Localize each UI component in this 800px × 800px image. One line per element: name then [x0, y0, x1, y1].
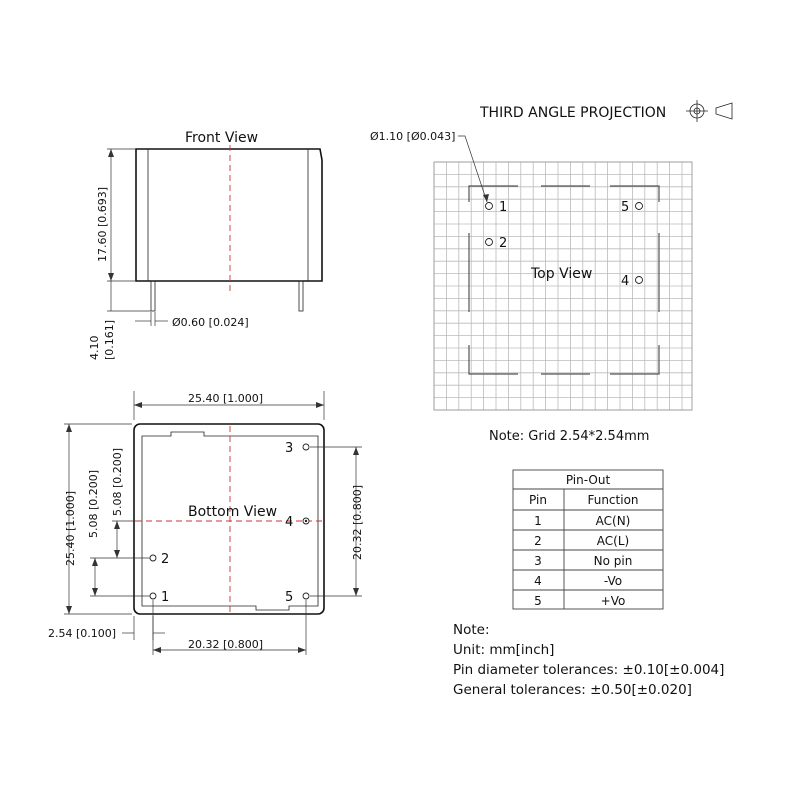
front-view-body	[136, 149, 322, 281]
front-view-pin-left	[151, 281, 155, 311]
svg-text:2: 2	[499, 236, 508, 251]
projection-label: THIRD ANGLE PROJECTION	[480, 105, 667, 121]
svg-text:4: 4	[534, 574, 542, 588]
svg-text:1: 1	[161, 590, 170, 605]
pinout-title: Pin-Out	[565, 473, 611, 487]
bottom-view-height-dim: 25.40 [1.000]	[64, 490, 77, 566]
svg-text:AC(N): AC(N)	[595, 514, 631, 528]
bottom-view-pin-5	[285, 590, 309, 605]
svg-text:2: 2	[534, 534, 542, 548]
front-view-pin-right	[299, 281, 303, 311]
front-view-pin-length-inch: [0.161]	[103, 319, 116, 360]
svg-text:3: 3	[285, 441, 294, 456]
bottom-view-bottom-span-dim: 20.32 [0.800]	[188, 638, 264, 651]
top-view-hole-diameter-dim: Ø1.10 [Ø0.043]	[370, 130, 456, 143]
bottom-view-pin-3	[285, 441, 309, 456]
svg-text:5: 5	[621, 200, 630, 215]
pinout-row	[534, 554, 632, 568]
svg-text:4: 4	[285, 515, 294, 530]
front-view-title: Front View	[185, 130, 259, 146]
top-view-title: Top View	[531, 266, 593, 282]
top-view-grid	[434, 162, 692, 410]
pinout-table	[513, 470, 663, 609]
svg-text:AC(L): AC(L)	[596, 534, 630, 548]
svg-text:5: 5	[534, 594, 542, 608]
svg-text:-Vo: -Vo	[603, 574, 623, 588]
pinout-row	[534, 514, 630, 528]
pinout-row	[534, 534, 629, 548]
svg-text:No pin: No pin	[593, 554, 633, 568]
pinout-row	[534, 594, 625, 608]
front-view-height-dim: 17.60 [0.693]	[96, 186, 109, 262]
projection-header	[479, 100, 732, 122]
bottom-view-edge-offset-dim: 2.54 [0.100]	[48, 627, 117, 640]
svg-text:+Vo: +Vo	[600, 594, 626, 608]
notes-title: Note:	[453, 622, 490, 638]
svg-text:3: 3	[534, 554, 542, 568]
grid-note: Note: Grid 2.54*2.54mm	[489, 429, 650, 444]
bottom-view-pin-2	[150, 552, 169, 567]
bottom-view-width-dim: 25.40 [1.000]	[188, 392, 264, 405]
pinout-header-function: Function	[587, 493, 639, 507]
svg-text:2: 2	[161, 552, 170, 567]
notes-unit: Unit: mm[inch]	[453, 642, 555, 658]
top-view-pin-5	[621, 200, 643, 215]
notes-pin-tolerance: Pin diameter tolerances: ±0.10[±0.004]	[453, 662, 725, 678]
bottom-view-pin-spacing-1: 5.08 [0.200]	[87, 469, 100, 538]
top-view-pin-4	[621, 274, 643, 289]
svg-text:1: 1	[499, 200, 508, 215]
svg-text:4: 4	[621, 274, 630, 289]
notes-general-tolerance: General tolerances: ±0.50[±0.020]	[453, 682, 692, 698]
pinout-row	[534, 574, 622, 588]
third-angle-projection-symbol	[686, 100, 732, 122]
svg-text:1: 1	[534, 514, 542, 528]
notes	[453, 622, 724, 698]
top-view	[370, 130, 692, 444]
bottom-view-title: Bottom View	[188, 504, 278, 520]
front-view	[88, 130, 322, 360]
bottom-view-right-span-dim: 20.32 [0.800]	[351, 484, 364, 560]
bottom-view-pin-spacing-2: 5.08 [0.200]	[111, 447, 124, 516]
front-view-pin-length-dim: 4.10	[88, 335, 101, 360]
svg-text:5: 5	[285, 590, 294, 605]
pinout-header-pin: Pin	[529, 493, 547, 507]
bottom-view-pin-4	[285, 515, 309, 530]
front-view-pin-diameter-dim: Ø0.60 [0.024]	[172, 316, 249, 329]
bottom-view	[48, 391, 364, 655]
